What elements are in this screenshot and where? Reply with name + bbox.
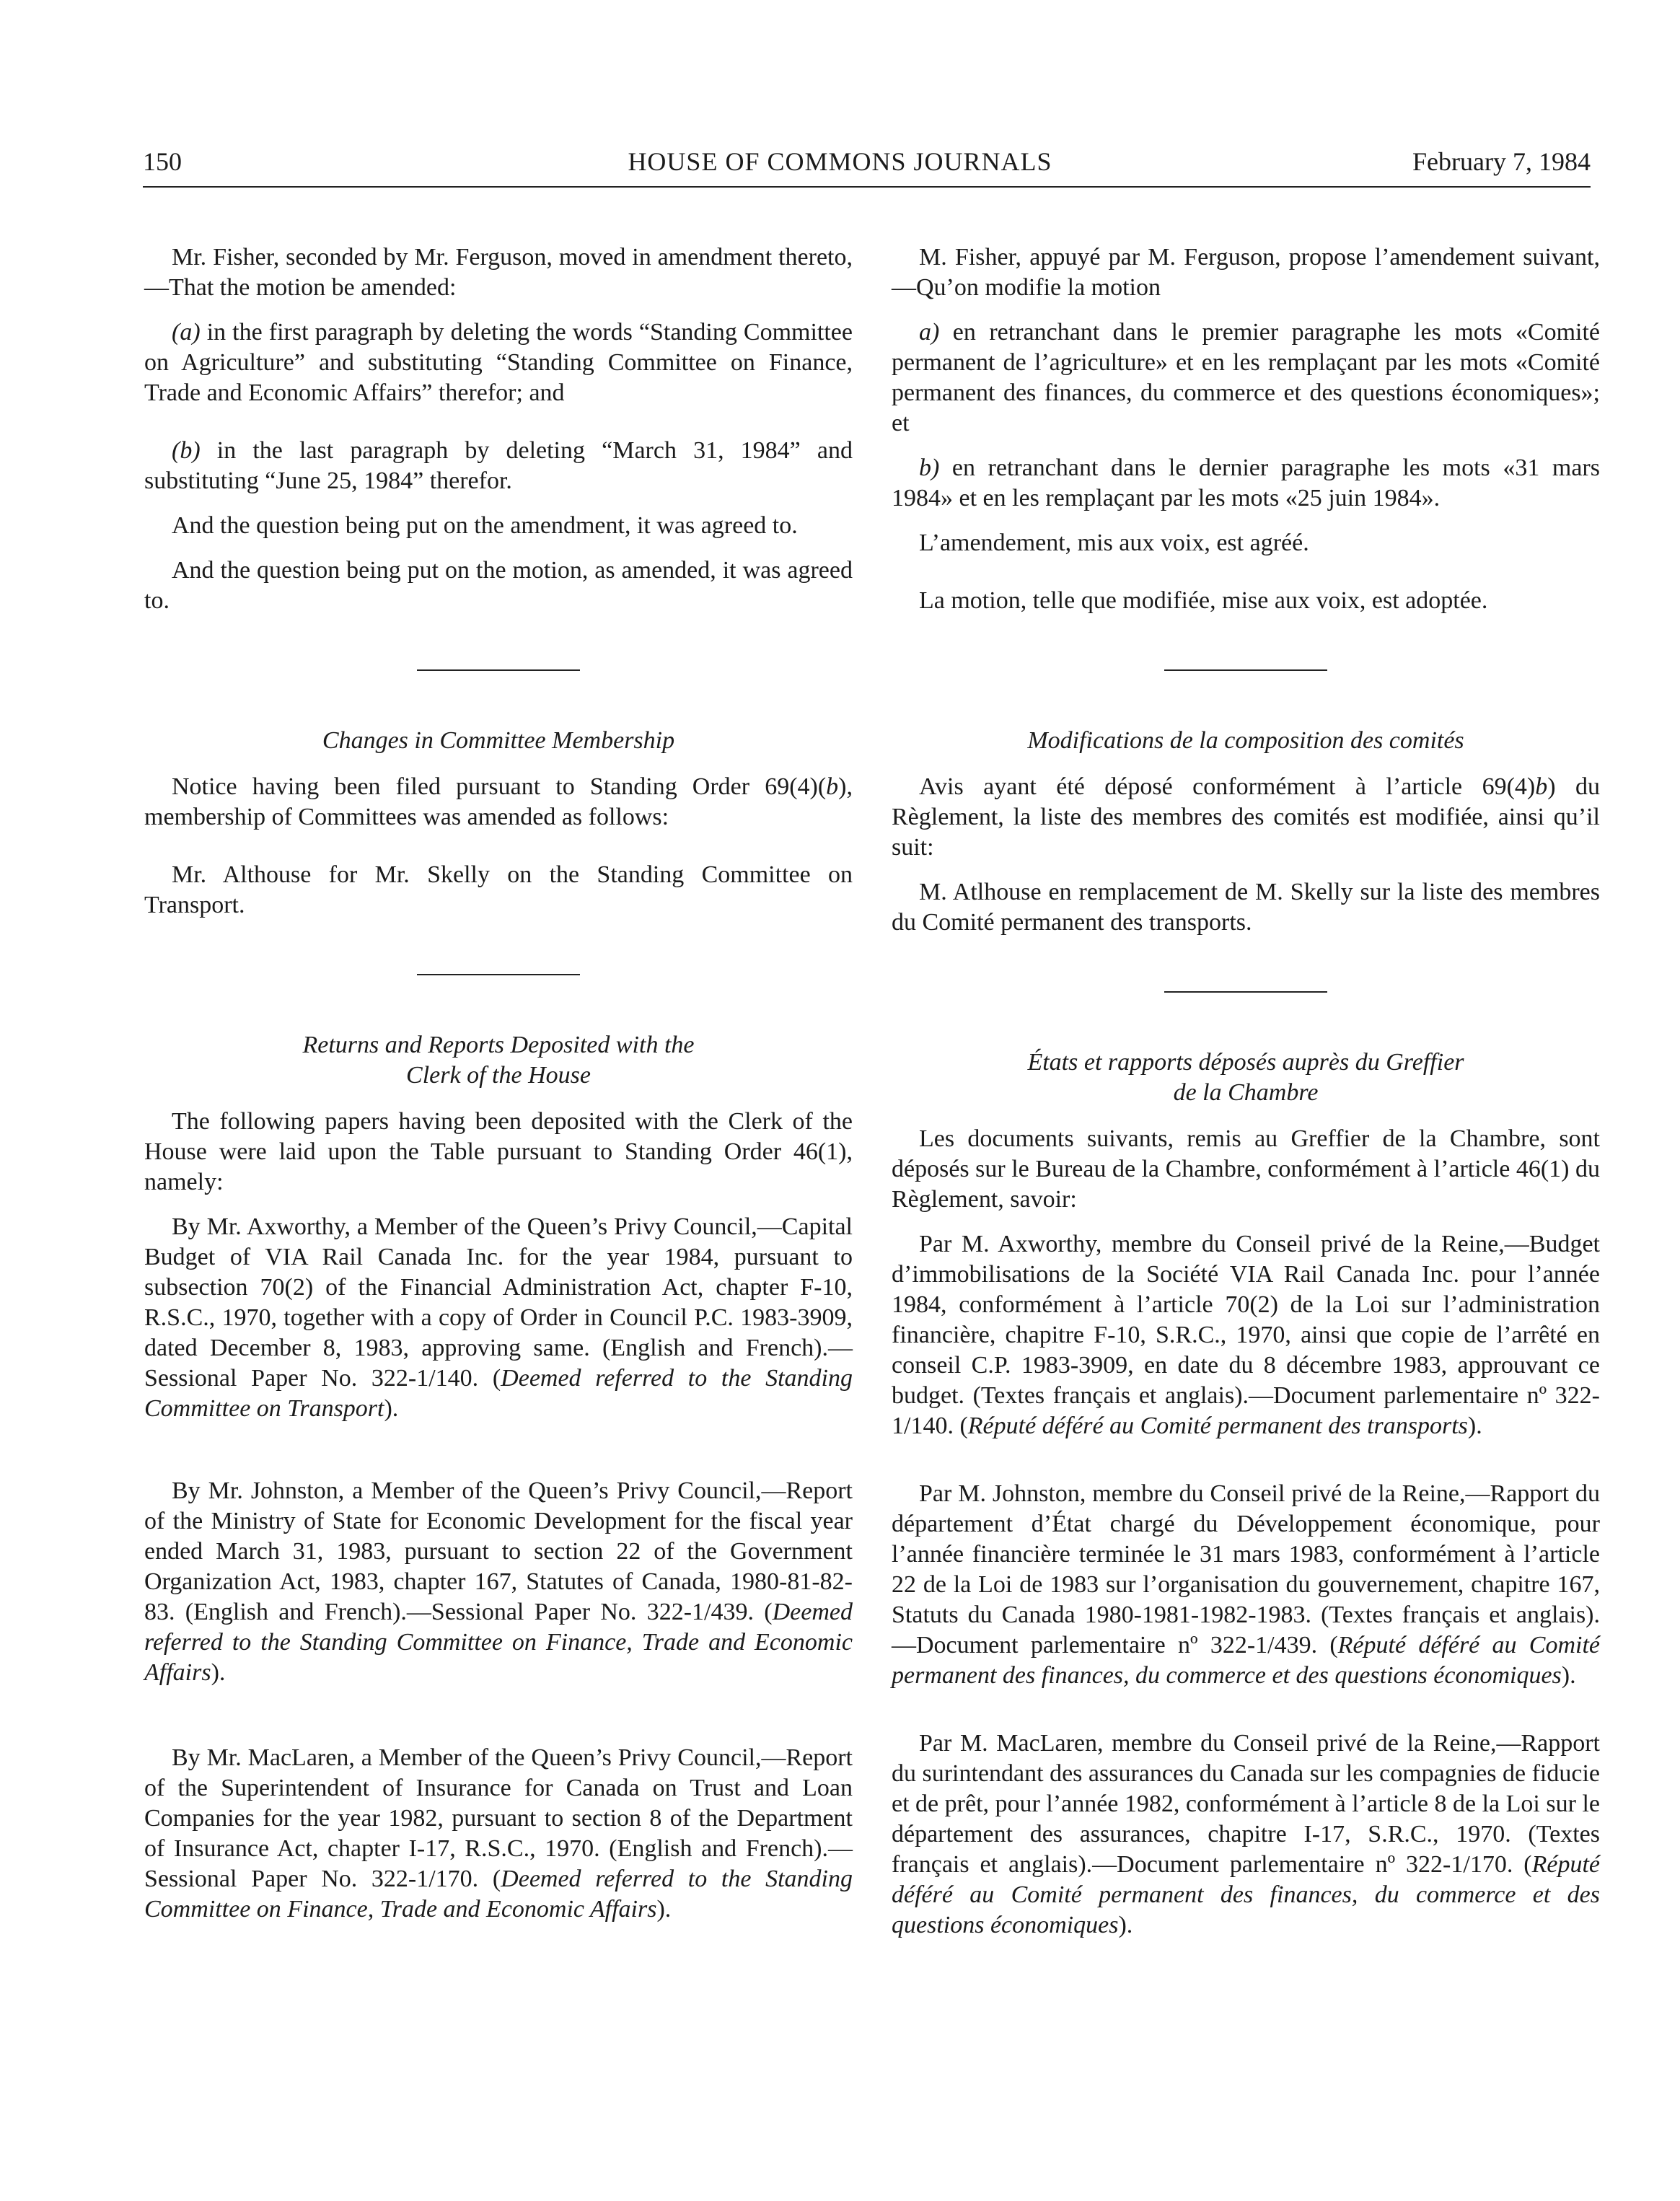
english-column [144,242,853,1939]
en-maclaren [144,1743,853,1925]
en-notice-text-2: ), membership of Committees was amended as follows: [144,773,853,830]
en-amendment-b-text: in the last paragraph by deleting “March 31, 1984” and substituting “June 25, 1984” therefor. [144,437,853,494]
fr-maclaren-close: ). [1118,1912,1133,1938]
en-maclaren-ref: Deemed referred to the Standing Committee on Finance, Trade and Economic Affairs [144,1866,853,1923]
fr-notice-text-1: Avis ayant été déposé conformément à l’article 69(4) [919,773,1536,800]
en-althouse: Mr. Althouse for Mr. Skelly on the Standing Committee on Transport. [144,861,853,918]
en-johnston-close: ). [211,1659,226,1686]
en-axworthy-text: By Mr. Axworthy, a Member of the Queen’s Privy Council,—Capital Budget of VIA Rail Canada Inc. for the year 1984, pursuant to subsection 70(2) of the Financial Administration Act, chapter F-10, R.S.C., 1970, together with a copy of Order in Council P.C. 1983-3909, dated December 8, 1983, approving same. (English and French).—Sessional Paper No. 322-1/140. ( [144,1213,853,1392]
fr-changes-heading: Modifications de la composition des comités [1027,727,1464,754]
fr-notice [892,772,1600,863]
fr-amendment-b [892,453,1600,514]
fr-amendment-b-text: en retranchant dans le dernier paragraphe les mots «31 mars 1984» et en les remplaçant par les mots «25 juin 1984». [892,454,1600,511]
en-amendment-b [144,436,853,496]
en-changes-heading: Changes in Committee Membership [322,727,675,754]
journal-title: HOUSE OF COMMONS JOURNALS [628,147,1052,176]
en-maclaren-close: ). [656,1896,672,1923]
en-notice [144,772,853,832]
section-separator [1164,991,1327,993]
fr-returns-heading [892,1047,1600,1108]
page-number: 150 [143,147,182,176]
fr-returns-heading-line-2: de la Chambre [1173,1079,1319,1106]
en-returns-heading-line-2: Clerk of the House [406,1062,591,1089]
fr-returns-intro: Les documents suivants, remis au Greffier de la Chambre, sont déposés sur le Bureau de la Chambre, conformément à l’article 46(1) du Règlement, savoir: [892,1125,1600,1213]
fr-maclaren-text: Par M. MacLaren, membre du Conseil privé de la Reine,—Rapport du surintendant des assurances du Canada sur les compagnies de fiducie et de prêt, pour l’année 1982, conformément à l’article 8 de la Loi sur le département des assurances, chapitre I-17, S.R.C., 1970. (Textes français et anglais).—Document parlementaire nº 322-1/170. ( [892,1730,1600,1878]
fr-johnston-close: ). [1561,1662,1576,1689]
fr-amendment-b-label: b) [919,454,940,481]
fr-notice-b: b [1535,773,1548,800]
fr-motion-agreed: La motion, telle que modifiée, mise aux voix, est adoptée. [919,587,1488,614]
fr-johnston [892,1479,1600,1691]
section-separator [417,669,580,671]
en-axworthy-ref: Deemed referred to the Standing Committee on Transport [144,1365,853,1422]
section-separator [417,974,580,975]
fr-maclaren-ref: Réputé déféré au Comité permanent des finances, du commerce et des questions économiques [892,1851,1600,1938]
fr-motion: M. Fisher, appuyé par M. Ferguson, propose l’amendement suivant,—Qu’on modifie la motion [892,244,1600,301]
fr-johnston-ref: Réputé déféré au Comité permanent des finances, du commerce et des questions économiques [892,1632,1600,1689]
en-johnston-text: By Mr. Johnston, a Member of the Queen’s Privy Council,—Report of the Ministry of State for Economic Development for the fiscal year ended March 31, 1983, pursuant to section 22 of the Government Organization Act, 1983, chapter 167, Statutes of Canada, 1980-81-82-83. (English and French).—Sessional Paper No. 322-1/439. ( [144,1477,853,1625]
en-notice-b: b [826,773,839,800]
fr-returns-heading-line-1: États et rapports déposés auprès du Greffier [1027,1049,1464,1076]
fr-maclaren [892,1728,1600,1941]
en-returns-heading-line-1: Returns and Reports Deposited with the [302,1032,695,1058]
fr-axworthy [892,1229,1600,1441]
en-returns-intro: The following papers having been deposited with the Clerk of the House were laid upon the Table pursuant to Standing Order 46(1), namely: [144,1108,853,1195]
fr-johnston-text: Par M. Johnston, membre du Conseil privé de la Reine,—Rapport du département d’État chargé du Développement économique, pour l’année financière terminée le 31 mars 1983, conformément à l’article 22 de la Loi de 1983 sur l’organisation du gouvernement, chapitre 167, Statuts du Canada 1980-1981-1982-1983. (Textes français et anglais).—Document parlementaire nº 322-1/439. ( [892,1480,1600,1659]
en-notice-text-1: Notice having been filed pursuant to Standing Order 69(4)( [172,773,827,800]
en-returns-heading [144,1030,853,1091]
en-amendment-b-label: (b) [172,437,201,464]
fr-axworthy-close: ). [1467,1413,1482,1439]
fr-amendment-agreed: L’amendement, mis aux voix, est agréé. [919,530,1309,556]
header-rule [143,186,1591,188]
section-separator [1164,669,1327,671]
fr-axworthy-text: Par M. Axworthy, membre du Conseil privé de la Reine,—Budget d’immobilisations de la Société VIA Rail Canada Inc. pour l’année 1984, conformément à l’article 70(2) de la Loi sur l’administration financière, chapitre F-10, S.R.C., 1970, ainsi que copie de l’arrêté en conseil C.P. 1983-3909, en date du 8 décembre 1983, approuvant ce budget. (Textes français et anglais).—Document parlementaire nº 322-1/140. ( [892,1231,1600,1439]
en-amendment-a [144,317,853,408]
journal-date: February 7, 1984 [1412,147,1591,176]
en-johnston [144,1476,853,1688]
fr-amendment-a-label: a) [919,319,940,346]
fr-axworthy-ref: Réputé déféré au Comité permanent des transports [967,1413,1468,1439]
en-amendment-a-text: in the first paragraph by deleting the words “Standing Committee on Agriculture” and substituting “Standing Committee on Finance, Trade and Economic Affairs” therefor; and [144,319,853,406]
en-amendment-a-label: (a) [172,319,201,346]
french-column [892,242,1600,1955]
fr-atlhouse: M. Atlhouse en remplacement de M. Skelly sur la liste des membres du Comité permanent des transports. [892,879,1600,936]
en-amendment-agreed: And the question being put on the amendment, it was agreed to. [172,512,798,539]
fr-amendment-a-text: en retranchant dans le premier paragraphe les mots «Comité permanent de l’agriculture» et en les remplaçant par les mots «Comité permanent des finances, du commerce et des questions économiques»; et [892,319,1600,436]
en-motion: Mr. Fisher, seconded by Mr. Ferguson, moved in amendment thereto,—That the motion be amended: [144,244,853,301]
en-johnston-ref: Deemed referred to the Standing Committee on Finance, Trade and Economic Affairs [144,1599,853,1686]
en-maclaren-text: By Mr. MacLaren, a Member of the Queen’s Privy Council,—Report of the Superintendent of Insurance for Canada on Trust and Loan Companies for the year 1982, pursuant to section 8 of the Department of Insurance Act, chapter I-17, R.S.C., 1970. (English and French).—Sessional Paper No. 322-1/170. ( [144,1744,853,1892]
en-axworthy-close: ). [384,1395,399,1422]
en-motion-agreed: And the question being put on the motion, as amended, it was agreed to. [144,557,853,614]
en-axworthy [144,1212,853,1424]
fr-notice-text-2: ) du Règlement, la liste des membres des comités est modifiée, ainsi qu’il suit: [892,773,1600,861]
fr-amendment-a [892,317,1600,439]
